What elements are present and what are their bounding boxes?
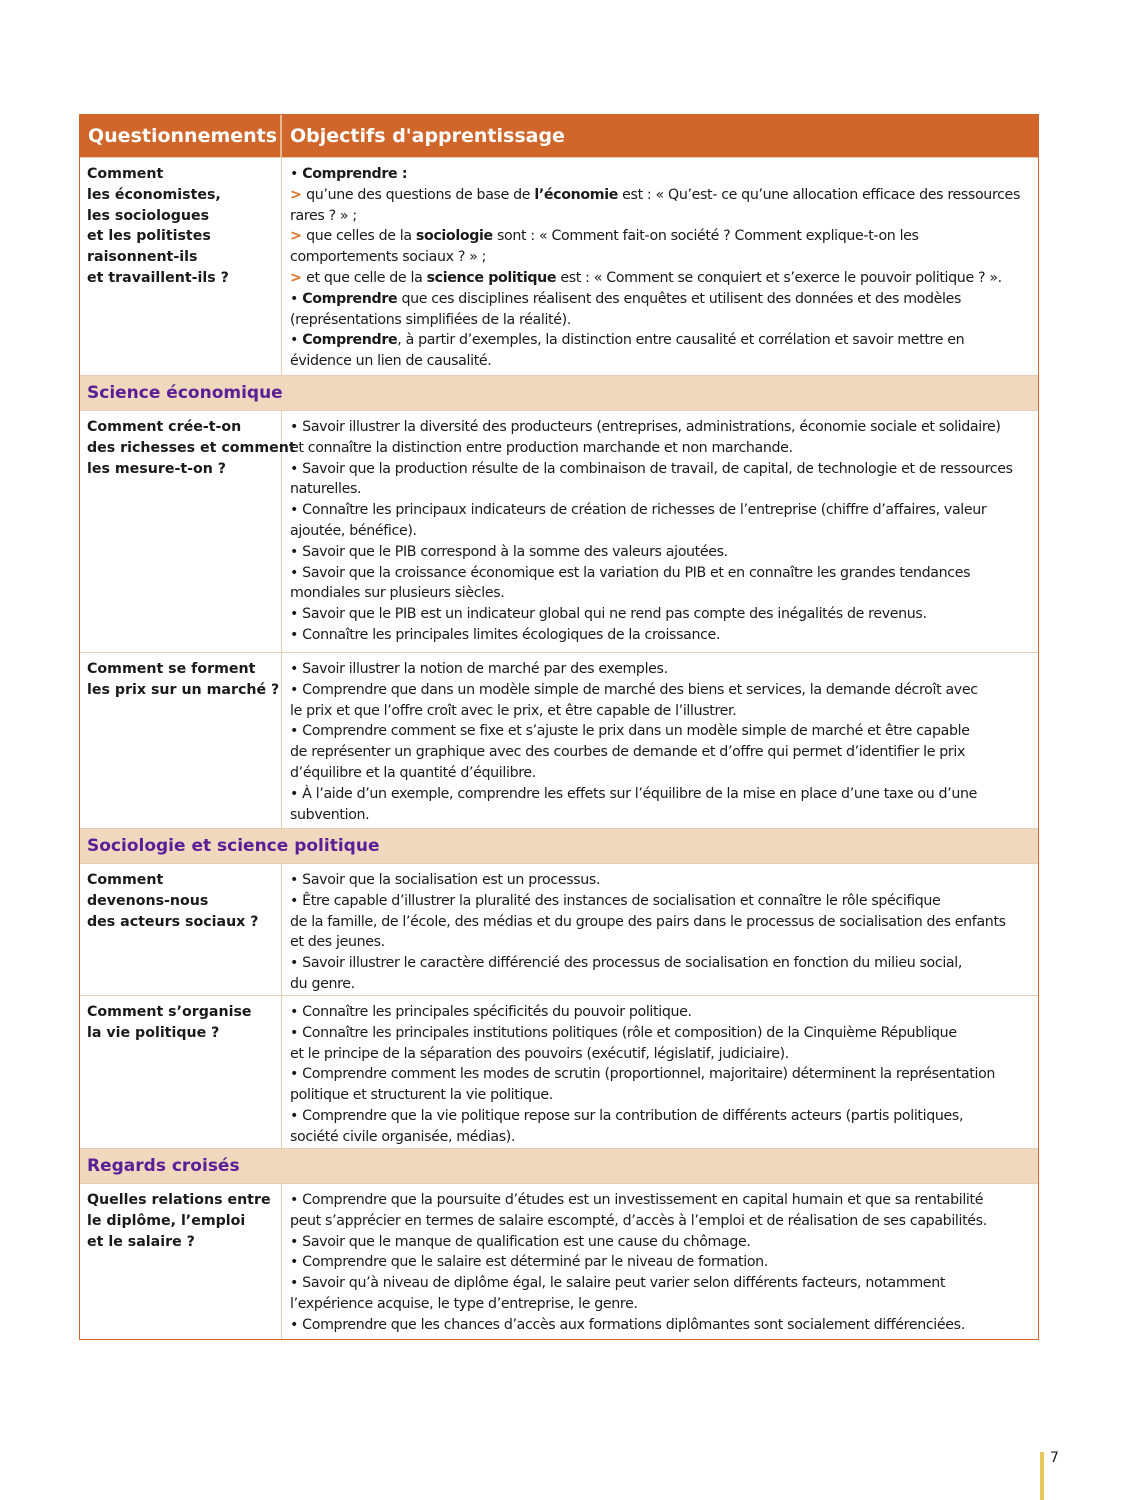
text-segment: • Connaître les principaux indicateurs de création de richesses de l’entreprise (chiffre d’affaires, valeur [290,502,987,519]
question-line: et le salaire ? [87,1233,195,1250]
text-segment: qu’une des questions de base de [306,186,535,203]
objective-line [290,721,1038,742]
page-number-bar [1040,1452,1044,1500]
objective-line [290,1232,1038,1253]
section-heading: Regards croisés [80,1148,1038,1183]
text-segment: politique et structurent la vie politique. [290,1087,553,1104]
table-row [80,863,1038,995]
text-segment: • Savoir que la socialisation est un processus. [290,872,601,888]
question-line: Comment [87,166,164,182]
objective-line [290,1211,1038,1232]
text-segment: • Comprendre que le salaire est déterminé par le niveau de formation. [290,1254,768,1271]
question-line: Quelles relations entre [87,1192,271,1208]
text-segment: peut s’apprécier en termes de salaire escompté, d’accès à l’emploi et de réalisation de ses capabilités. [290,1212,987,1229]
text-segment: subvention. [290,806,370,823]
text-segment: • Savoir que la croissance économique est la variation du PIB et en connaître les grandes tendances [290,564,971,581]
bold-term: l’économie [534,186,618,203]
bold-term: sociologie [415,228,493,245]
text-segment: et que celle de la [306,269,427,286]
objective-line [290,185,1038,206]
text-segment: est : « Qu’est- ce qu’une allocation efficace des ressources [617,186,1020,203]
table-header [80,115,1038,157]
text-segment: que ces disciplines réalisent des enquêtes et utilisent des données et des modèles [397,290,962,307]
objective-line [290,417,1038,438]
question-line: le diplôme, l’emploi [87,1212,246,1229]
bold-term: Comprendre [302,290,398,307]
text-segment: comportements sociaux ? » ; [290,249,487,266]
objective-line [290,330,1038,351]
table-row [80,1183,1038,1339]
question-line: des richesses et comment [87,439,296,456]
question-cell [80,158,282,375]
objective-line [290,1106,1038,1127]
header-questionnements: Questionnements [80,115,282,157]
objective-line [290,164,1038,185]
text-segment: d’équilibre et la quantité d’équilibre. [290,764,536,781]
text-segment: du genre. [290,975,355,992]
objective-line [290,479,1038,500]
question-line: les sociologues [87,207,210,224]
question-line: et les politistes [87,228,211,245]
text-segment: • [290,290,303,307]
text-segment: rares ? » ; [290,207,357,224]
text-segment: société civile organisée, médias). [290,1128,516,1145]
bold-term: Comprendre [302,332,398,349]
objective-line [290,659,1038,680]
text-segment: • [290,166,303,182]
objective-line [290,1002,1038,1023]
table-row [80,157,1038,375]
text-segment: évidence un lien de causalité. [290,353,492,370]
text-segment: que celles de la [306,228,416,245]
objective-line [290,1294,1038,1315]
objective-line [290,680,1038,701]
objectives-cell [282,996,1038,1148]
question-line: devenons-nous [87,892,209,909]
text-segment: et connaître la distinction entre production marchande et non marchande. [290,439,793,456]
objective-line [290,521,1038,542]
objective-line [290,1085,1038,1106]
table-row [80,652,1038,828]
text-segment: le prix et que l’offre croît avec le prix, et être capable de l’illustrer. [290,702,737,719]
text-segment: • Connaître les principales spécificités du pouvoir politique. [290,1004,692,1020]
objective-line [290,701,1038,722]
objective-line [290,500,1038,521]
bold-term: science politique [426,269,557,286]
objective-line [290,1273,1038,1294]
text-segment: ajoutée, bénéfice). [290,522,417,539]
text-segment: naturelles. [290,481,362,498]
objective-line [290,583,1038,604]
question-cell [80,411,296,652]
text-segment: est : « Comment se conquiert et s’exerce le pouvoir politique ? ». [556,269,1002,286]
arrow-marker: > [290,269,307,286]
table-row [80,995,1038,1148]
question-line: Comment se forment [87,661,256,677]
objective-line [290,1127,1038,1148]
text-segment: et le principe de la séparation des pouvoirs (exécutif, législatif, judiciaire). [290,1045,789,1062]
text-segment: de représenter un graphique avec des courbes de demande et d’offre qui permet d’identifier le prix [290,744,966,761]
objective-line [290,310,1038,331]
objective-line [290,805,1038,826]
question-line: Comment s’organise [87,1004,252,1020]
text-segment: • Savoir que le manque de qualification est une cause du chômage. [290,1233,751,1250]
text-segment: • Comprendre comment se fixe et s’ajuste le prix dans un modèle simple de marché et être capable [290,723,970,740]
question-line: raisonnent-ils [87,249,198,266]
question-line: la vie politique ? [87,1024,220,1041]
text-segment: • Être capable d’illustrer la pluralité des instances de socialisation et connaître le rôle spécifique [290,892,941,909]
table-row [80,410,1038,652]
question-line: des acteurs sociaux ? [87,913,259,930]
objective-line [290,932,1038,953]
objective-line [290,891,1038,912]
objective-line [290,604,1038,625]
text-segment: • Connaître les principales limites écologiques de la croissance. [290,626,721,643]
question-line: les économistes, [87,186,221,203]
text-segment: • Comprendre que dans un modèle simple de marché des biens et services, la demande décroît avec [290,681,978,698]
objectives-cell [282,1184,1038,1339]
objectives-cell [282,864,1038,995]
question-line: et travaillent-ils ? [87,269,229,286]
text-segment: et des jeunes. [290,934,385,951]
text-segment: • Savoir qu’à niveau de diplôme égal, le salaire peut varier selon différents facteurs, notamment [290,1275,946,1292]
objective-line [290,247,1038,268]
text-segment: • Savoir illustrer la diversité des producteurs (entreprises, administrations, économie sociale et solidaire) [290,419,1001,435]
question-line: les prix sur un marché ? [87,681,280,698]
bold-term: Comprendre : [302,166,408,182]
objective-line [290,206,1038,227]
objective-line [290,542,1038,563]
question-line: Comment [87,872,164,888]
header-objectifs: Objectifs d'apprentissage [290,125,565,147]
objective-line [290,1044,1038,1065]
text-segment: • Savoir illustrer la notion de marché par des exemples. [290,661,668,677]
page-number: 7 [1050,1450,1059,1466]
text-segment: • Comprendre que les chances d’accès aux formations diplômantes sont socialement différenciées. [290,1316,965,1333]
text-segment: • Savoir que le PIB correspond à la somme des valeurs ajoutées. [290,543,728,560]
arrow-marker: > [290,186,307,203]
text-segment: • Comprendre comment les modes de scrutin (proportionnel, majoritaire) déterminent la représentation [290,1066,996,1083]
text-segment: • Savoir illustrer le caractère différencié des processus de socialisation en fonction du milieu social, [290,955,963,972]
text-segment: l’expérience acquise, le type d’entreprise, le genre. [290,1295,638,1312]
text-segment: • Comprendre que la vie politique repose sur la contribution de différents acteurs (partis politiques, [290,1107,964,1124]
text-segment: , à partir d’exemples, la distinction entre causalité et corrélation et savoir mettre en [397,332,965,349]
objective-line [290,1315,1038,1336]
curriculum-table [79,114,1039,1340]
objective-line [290,438,1038,459]
text-segment: • Savoir que le PIB est un indicateur global qui ne rend pas compte des inégalités de revenus. [290,606,927,623]
objective-line [290,742,1038,763]
objective-line [290,1190,1038,1211]
question-line: Comment crée-t-on [87,419,242,435]
text-segment: mondiales sur plusieurs siècles. [290,585,505,602]
text-segment: de la famille, de l’école, des médias et du groupe des pairs dans le processus de socialisation des enfants [290,913,1006,930]
objectives-cell [282,411,1038,652]
objective-line [290,351,1038,372]
objectives-cell [282,653,1038,828]
objective-line [290,763,1038,784]
objective-line [290,226,1038,247]
text-segment: • Connaître les principales institutions politiques (rôle et composition) de la Cinquième République [290,1024,957,1041]
objectives-cell [282,158,1038,375]
objective-line [290,459,1038,480]
objective-line [290,289,1038,310]
objective-line [290,784,1038,805]
question-cell [80,1184,282,1339]
objective-line [290,625,1038,646]
table-body [80,157,1038,1339]
section-heading: Science économique [80,375,1038,410]
question-cell [80,864,282,995]
objective-line [290,1252,1038,1273]
arrow-marker: > [290,228,307,245]
question-cell [80,996,282,1148]
question-line: les mesure-t-on ? [87,460,227,477]
objective-line [290,563,1038,584]
text-segment: • Savoir que la production résulte de la combinaison de travail, de capital, de technologie et de ressources [290,460,1013,477]
text-segment: • À l’aide d’un exemple, comprendre les effets sur l’équilibre de la mise en place d’une taxe ou d’une [290,785,978,802]
objective-line [290,870,1038,891]
question-cell [80,653,282,828]
objective-line [290,912,1038,933]
objective-line [290,953,1038,974]
text-segment: • Comprendre que la poursuite d’études est un investissement en capital humain et que sa rentabilité [290,1192,984,1208]
objective-line [290,268,1038,289]
text-segment: • [290,332,303,349]
text-segment: sont : « Comment fait-on société ? Comment explique-t-on les [492,228,919,245]
objective-line [290,974,1038,995]
objective-line [290,1023,1038,1044]
text-segment: (représentations simplifiées de la réalité). [290,311,571,328]
objective-line [290,1064,1038,1085]
section-heading: Sociologie et science politique [80,828,1038,863]
